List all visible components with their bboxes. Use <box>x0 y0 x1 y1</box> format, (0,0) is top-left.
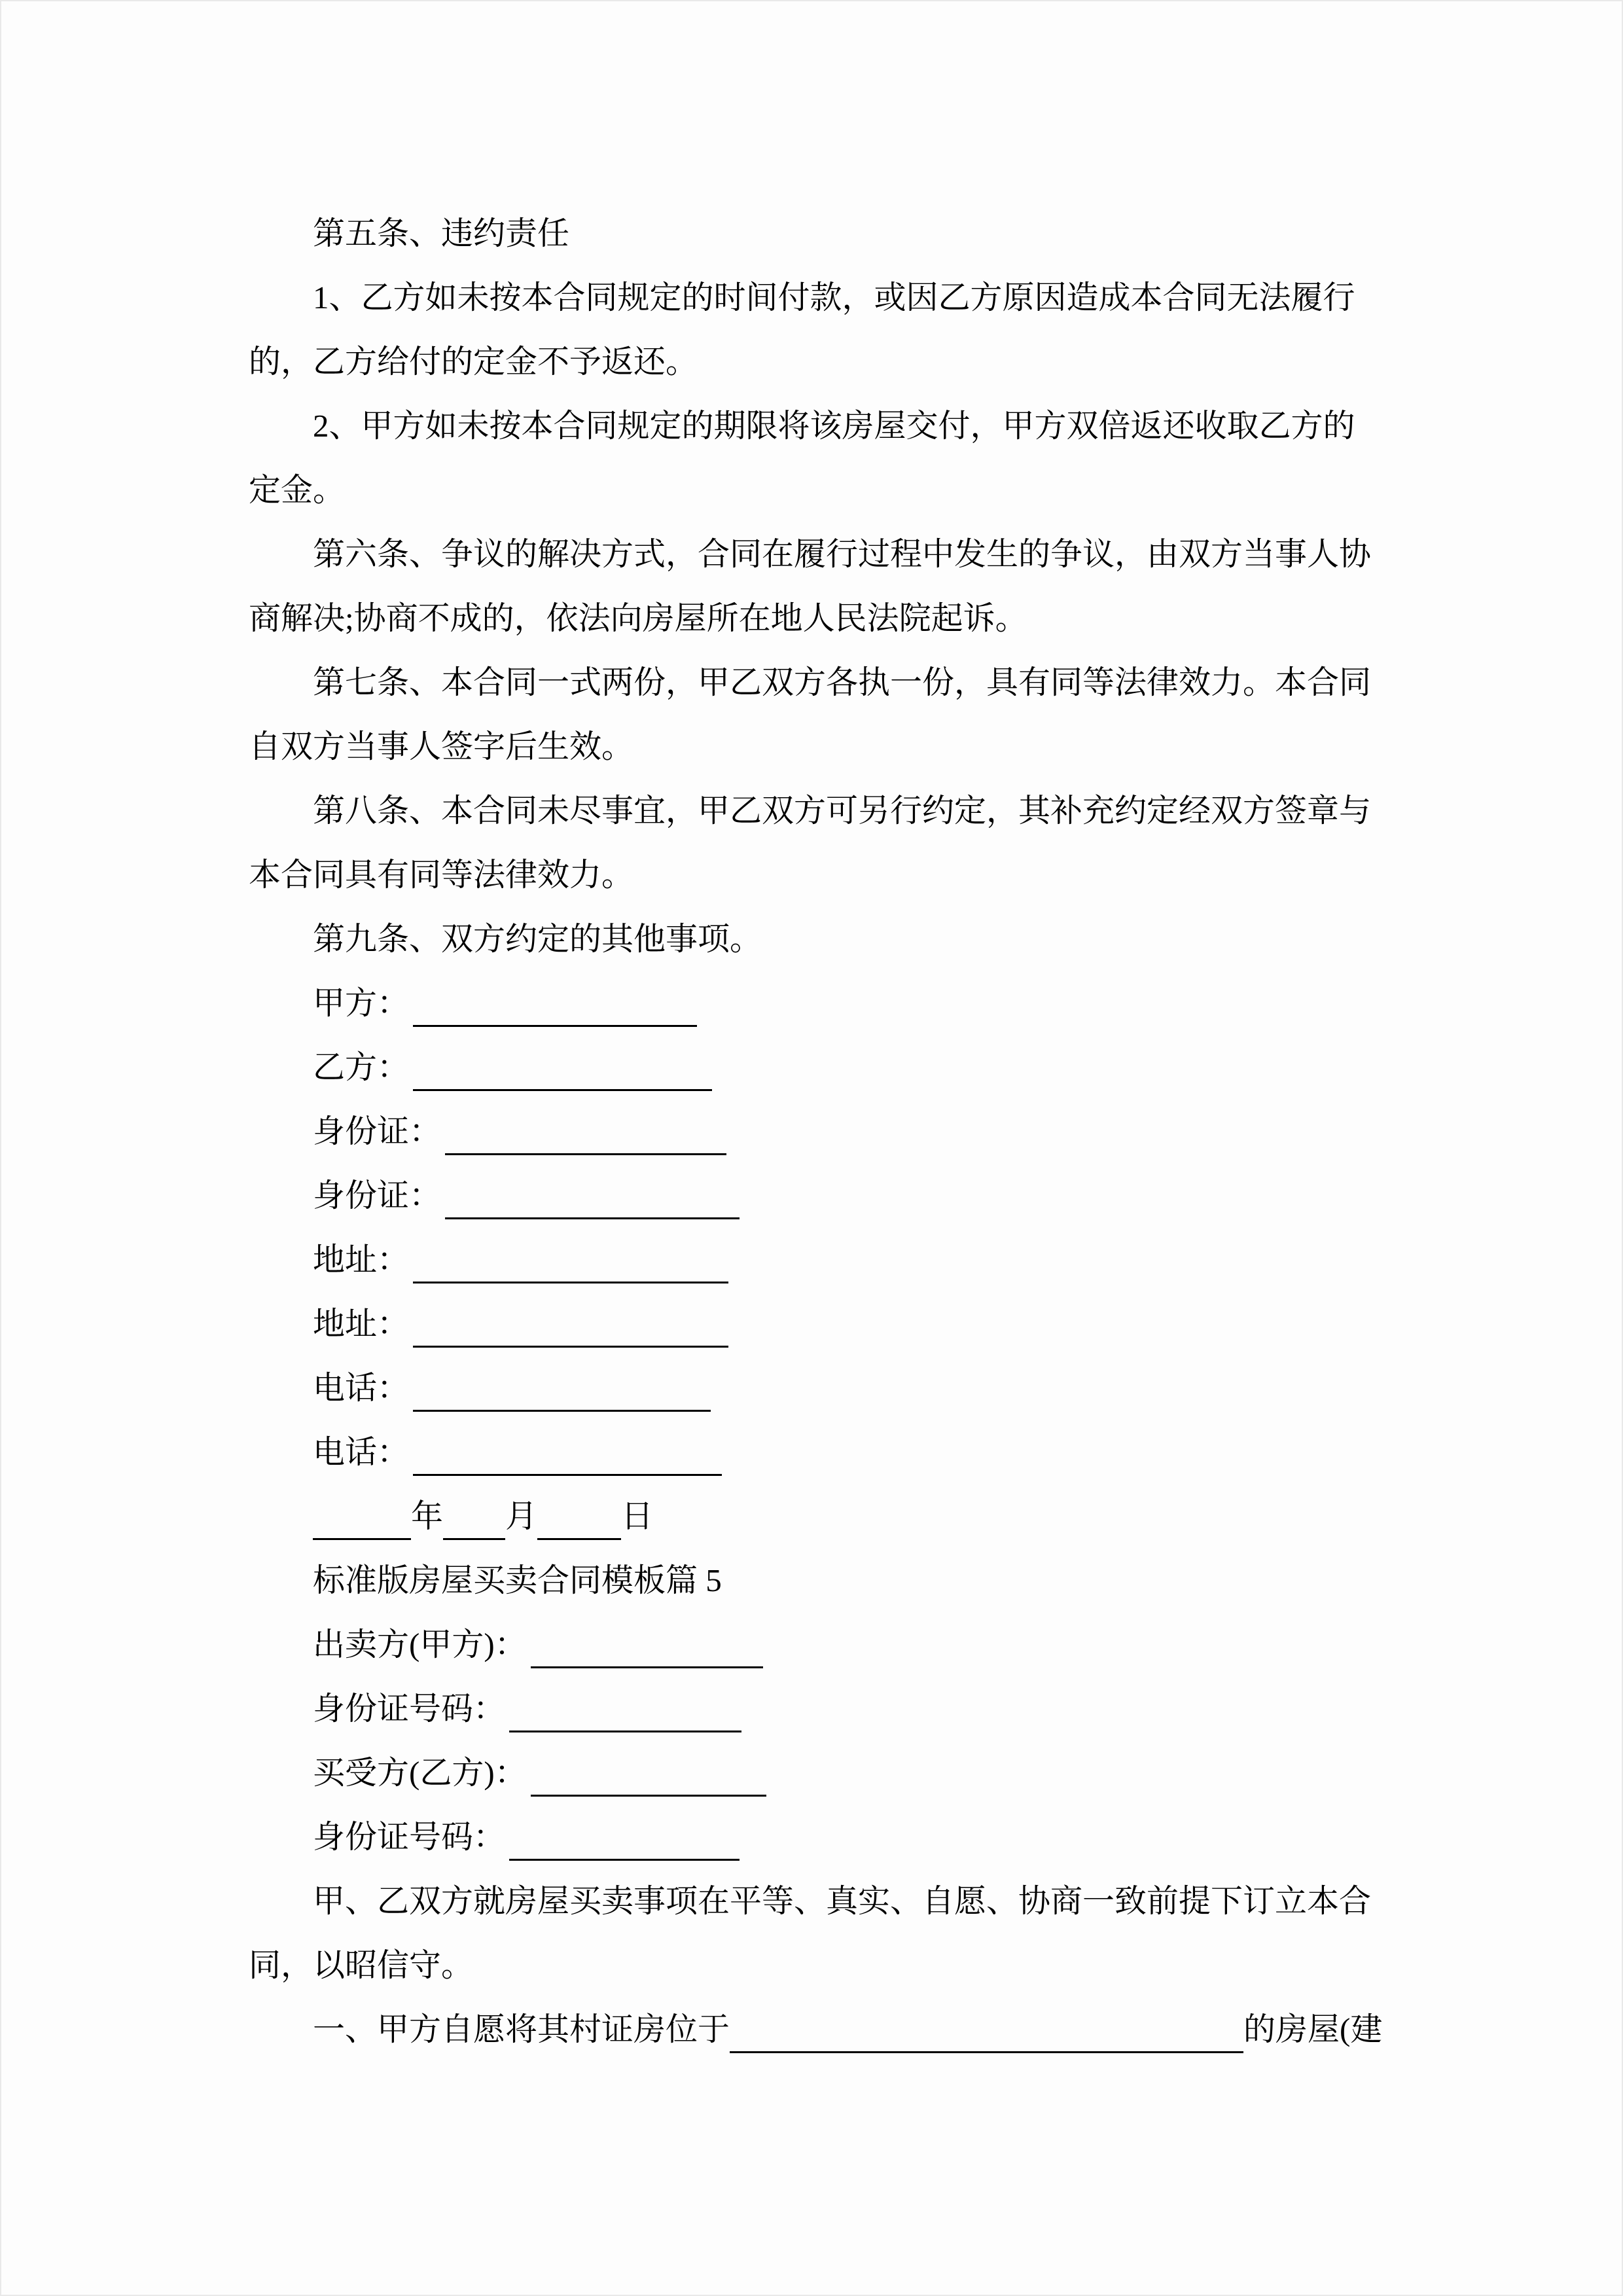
preamble-line1: 甲、乙双方就房屋买卖事项在平等、真实、自愿、协商一致前提下订立本合 <box>313 1883 1372 1919</box>
seller-row <box>249 1613 1391 1677</box>
day-label: 日 <box>621 1498 654 1534</box>
id-b-row <box>249 1164 1391 1228</box>
address-a-blank-field[interactable] <box>413 1281 728 1283</box>
seller-id-blank-field[interactable] <box>509 1730 741 1732</box>
seller-id-label: 身份证号码： <box>313 1691 506 1727</box>
id-a-blank-field[interactable] <box>445 1153 726 1155</box>
address-b-row <box>249 1292 1391 1356</box>
clause5-title: 第五条、违约责任 <box>313 215 570 251</box>
clause5-item2-line2: 定金。 <box>249 472 346 508</box>
address-b-label: 地址： <box>313 1306 410 1342</box>
party-b-row <box>249 1035 1391 1100</box>
month-blank-field[interactable] <box>443 1537 505 1540</box>
house-location-blank-field[interactable] <box>730 2051 1243 2053</box>
clause8-line1: 第八条、本合同未尽事宜，甲乙双方可另行约定，其补充约定经双方签章与 <box>313 793 1372 829</box>
phone-b-label: 电话： <box>313 1434 410 1470</box>
clause6-line1: 第六条、争议的解决方式，合同在履行过程中发生的争议，由双方当事人协 <box>313 536 1372 572</box>
party-a-label: 甲方： <box>313 985 410 1021</box>
seller-id-row <box>249 1677 1391 1741</box>
contract-text-block <box>249 202 1391 2062</box>
id-a-row <box>249 1100 1391 1164</box>
seller-blank-field[interactable] <box>531 1666 763 1668</box>
clause5-item1-line1: 1、乙方如未按本合同规定的时间付款，或因乙方原因造成本合同无法履行 <box>313 279 1355 315</box>
phone-a-label: 电话： <box>313 1370 410 1406</box>
phone-b-row <box>249 1420 1391 1484</box>
part5-clause1-suffix: 的房屋(建 <box>1243 2011 1383 2047</box>
clause9-line: 第九条、双方约定的其他事项。 <box>313 921 762 957</box>
buyer-id-row <box>249 1805 1391 1869</box>
buyer-blank-field[interactable] <box>531 1794 766 1797</box>
year-label: 年 <box>411 1498 444 1534</box>
year-blank-field[interactable] <box>313 1537 411 1540</box>
phone-a-row <box>249 1356 1391 1420</box>
id-b-blank-field[interactable] <box>445 1217 740 1219</box>
address-b-blank-field[interactable] <box>413 1345 728 1348</box>
party-a-row <box>249 971 1391 1035</box>
clause5-item1-line2: 的，乙方给付的定金不予返还。 <box>249 344 698 380</box>
day-blank-field[interactable] <box>537 1537 621 1540</box>
party-b-label: 乙方： <box>313 1049 410 1085</box>
part5-clause1-row <box>249 1998 1391 2062</box>
clause7-line2: 自双方当事人签字后生效。 <box>249 728 634 764</box>
phone-a-blank-field[interactable] <box>413 1409 711 1412</box>
month-label: 月 <box>505 1498 538 1534</box>
template5-heading: 标准版房屋买卖合同模板篇 5 <box>313 1562 722 1598</box>
phone-b-blank-field[interactable] <box>413 1473 722 1476</box>
part5-clause1-prefix: 一、甲方自愿将其村证房位于 <box>313 2011 730 2047</box>
buyer-label: 买受方(乙方)： <box>313 1755 527 1791</box>
address-a-label: 地址： <box>313 1242 410 1278</box>
seller-label: 出卖方(甲方)： <box>313 1626 527 1662</box>
party-a-blank-field[interactable] <box>413 1024 697 1027</box>
clause6-line2: 商解决;协商不成的，依法向房屋所在地人民法院起诉。 <box>249 600 1027 636</box>
buyer-id-label: 身份证号码： <box>313 1819 506 1855</box>
preamble-line2: 同，以昭信守。 <box>249 1947 474 1983</box>
clause5-item2-line1: 2、甲方如未按本合同规定的期限将该房屋交付，甲方双倍返还收取乙方的 <box>313 408 1355 444</box>
buyer-id-blank-field[interactable] <box>509 1858 740 1861</box>
clause7-line1: 第七条、本合同一式两份，甲乙双方各执一份，具有同等法律效力。本合同 <box>313 664 1372 700</box>
party-b-blank-field[interactable] <box>413 1088 712 1091</box>
buyer-row <box>249 1741 1391 1805</box>
id-b-label: 身份证： <box>313 1177 442 1213</box>
address-a-row <box>249 1228 1391 1292</box>
date-row <box>249 1484 1391 1549</box>
clause8-line2: 本合同具有同等法律效力。 <box>249 857 634 893</box>
id-a-label: 身份证： <box>313 1113 442 1149</box>
